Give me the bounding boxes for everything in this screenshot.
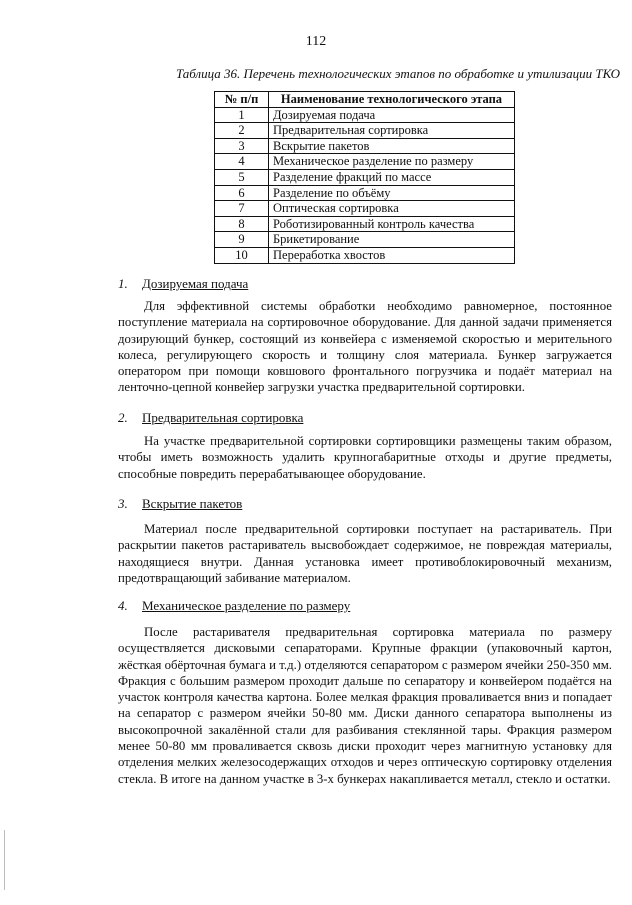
table-row [215, 138, 515, 154]
header-num: № п/п [215, 92, 269, 108]
stages-table [214, 91, 515, 264]
row-name: Брикетирование [269, 232, 515, 248]
section-heading-2 [118, 409, 618, 427]
row-num: 6 [215, 185, 269, 201]
row-name: Дозируемая подача [269, 107, 515, 123]
table-row [215, 123, 515, 139]
table-caption: Таблица 36. Перечень технологических этапов по обработке и утилизации ТКО [175, 66, 620, 81]
row-num: 7 [215, 201, 269, 217]
row-num: 4 [215, 154, 269, 170]
section-title: Дозируемая подача [142, 276, 249, 291]
header-name: Наименование технологического этапа [269, 92, 515, 108]
section-heading-3 [118, 495, 618, 513]
row-name: Роботизированный контроль качества [269, 216, 515, 232]
row-name: Разделение фракций по массе [269, 169, 515, 185]
table-row [215, 232, 515, 248]
row-num: 5 [215, 169, 269, 185]
table-row [215, 201, 515, 217]
row-num: 3 [215, 138, 269, 154]
row-name: Оптическая сортировка [269, 201, 515, 217]
row-num: 8 [215, 216, 269, 232]
row-num: 10 [215, 247, 269, 263]
section-paragraph-4: После растаривателя предварительная сортировка материала по размеру осуществляется дисковыми сепараторами. Крупные фракции (упаковочный картон, жёсткая обёрточная бумага и т.д.) отделяются сепаратором с размером ячейки 250-350 мм. Фракция с большим размером проходит дальше по сепаратору и конвейером подаётся на участок контроля качества картона. Более мелкая фракция проваливается вниз и попадает на сепаратор с размером ячейки 50-80 мм. Диски данного сепаратора выполнены из высокопрочной закалённой стали для разбивания стеклянной тары. Фракция размером менее 50-80 мм проваливается сквозь диски проходит через магнитную установку для отделения мелких железосодержащих отходов и через оптическую сортировку отделения стекла. В итоге на данном участке в 3-х бункерах накапливается металл, стекло и остатки. [118, 625, 612, 786]
section-number: 4. [118, 598, 128, 613]
page-number: 112 [305, 34, 327, 49]
section-heading-4 [118, 597, 618, 615]
section-paragraph-2: На участке предварительной сортировки сортировщики размещены таким образом, чтобы иметь возможность удалить крупногабаритные отходы и другие предметы, способные повредить перерабатывающее оборудование. [118, 434, 612, 481]
section-paragraph-3: Материал после предварительной сортировки поступает на растариватель. При раскрытии пакетов растариватель высвобождает содержимое, не повреждая материалы, находящиеся внутри. Данная установка имеет противоблокировочный механизм, предотвращающий забивание материалом. [118, 522, 612, 585]
table-row [215, 169, 515, 185]
section-heading-1 [118, 275, 618, 293]
row-num: 1 [215, 107, 269, 123]
table-row [215, 107, 515, 123]
section-paragraph-1: Для эффективной системы обработки необходимо равномерное, постоянное поступление материала на сортировочное оборудование. Для данной задачи применяется дозирующий бункер, состоящий из конвейера с изменяемой скоростью и мерительного колеса, регулирующего скорость и толщину слоя материала. Бункер загружается оператором при помощи ковшового фронтального погрузчика и подаёт материал на ленточно-цепной конвейер загрузки участка предварительной сортировки. [118, 299, 612, 395]
section-number: 2. [118, 410, 128, 425]
section-number: 3. [118, 496, 128, 511]
table-row [215, 154, 515, 170]
row-name: Переработка хвостов [269, 247, 515, 263]
row-name: Механическое разделение по размеру [269, 154, 515, 170]
row-name: Вскрытие пакетов [269, 138, 515, 154]
table-row [215, 185, 515, 201]
section-title: Вскрытие пакетов [142, 496, 243, 511]
section-number: 1. [118, 276, 128, 291]
section-title: Предварительная сортировка [142, 410, 304, 425]
row-num: 9 [215, 232, 269, 248]
table-header-row [215, 92, 515, 108]
section-title: Механическое разделение по размеру [142, 598, 351, 613]
table-row [215, 216, 515, 232]
table-row [215, 247, 515, 263]
row-name: Предварительная сортировка [269, 123, 515, 139]
row-num: 2 [215, 123, 269, 139]
row-name: Разделение по объёму [269, 185, 515, 201]
scan-margin-mark [4, 830, 5, 890]
